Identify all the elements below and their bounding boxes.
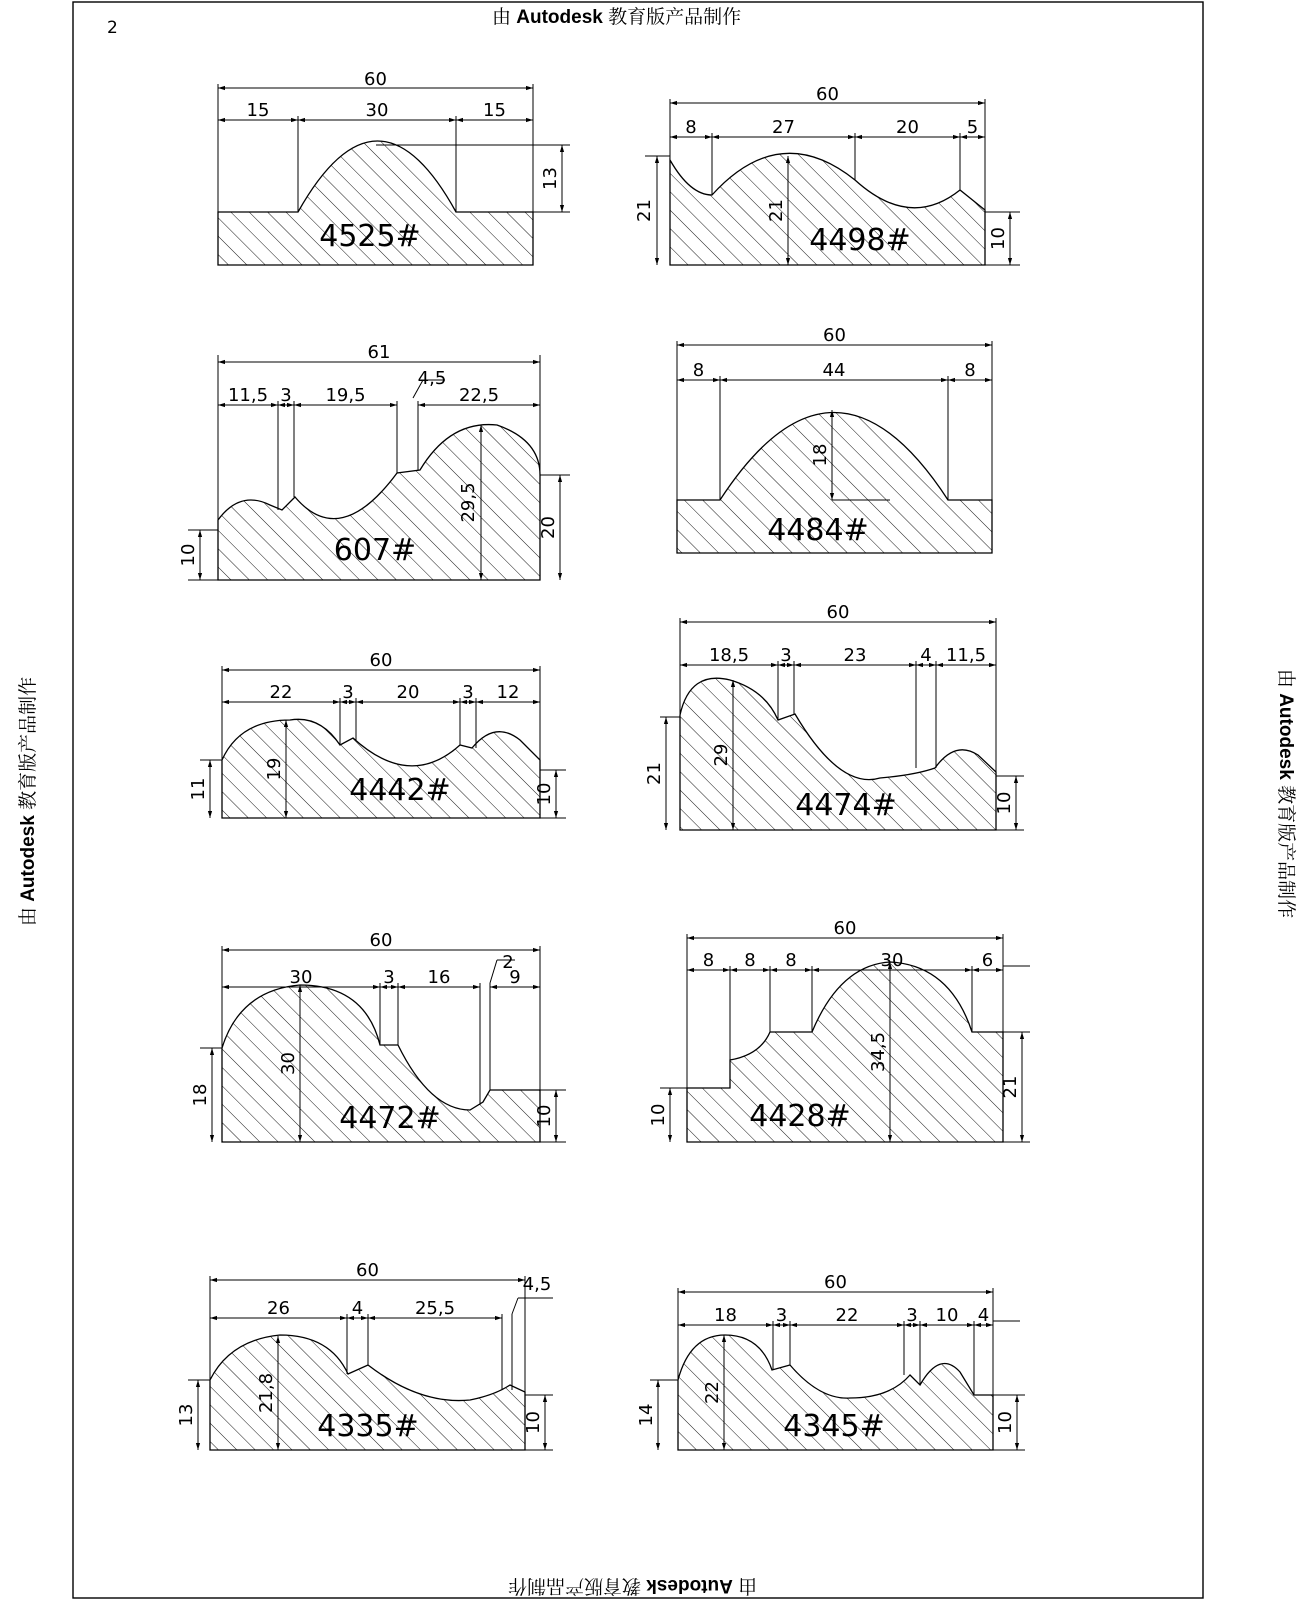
dimension-value: 27: [772, 117, 795, 138]
dimension-value: 23: [843, 645, 867, 666]
profile-label: 4472#: [339, 1101, 441, 1136]
dimension-value: 3: [462, 682, 474, 703]
dimension-value: 22: [835, 1305, 859, 1326]
dimension-value: 30: [289, 967, 313, 988]
dimension-value: 4: [977, 1305, 990, 1326]
dimension-value: 19,5: [325, 385, 366, 406]
dimension-value: 21: [1000, 1075, 1021, 1099]
dimension-value: 13: [176, 1403, 197, 1427]
dimension-value: 30: [278, 1052, 299, 1075]
watermark-right: 由 Autodesk 教育版产品制作: [1275, 668, 1297, 919]
dimension-value: 29,5: [458, 482, 479, 523]
dimension-value: 4: [920, 645, 932, 666]
dimension-value: 3: [780, 645, 792, 666]
profile-4525: [218, 69, 570, 265]
dimension-value: 21: [644, 762, 665, 785]
watermark-left: 由 Autodesk 教育版产品制作: [18, 676, 40, 927]
dimension-value: 21: [634, 199, 655, 222]
dimension-value: 15: [483, 100, 506, 121]
profile-4472: [190, 930, 566, 1142]
dimension-value: 12: [496, 682, 520, 703]
profile-4428: [648, 918, 1030, 1142]
dimension-value: 60: [364, 69, 387, 90]
profile-label: 4525#: [319, 219, 421, 254]
dimension-value: 30: [880, 950, 904, 971]
dimension-value: 60: [823, 325, 846, 346]
dimension-value: 10: [994, 791, 1015, 815]
dimension-value: 34,5: [868, 1031, 889, 1073]
dimension-value: 16: [427, 967, 451, 988]
leader-line: [490, 960, 497, 983]
dimension-value: 25,5: [414, 1298, 456, 1319]
dimension-value: 30: [365, 100, 389, 121]
dimension-value: 6: [981, 950, 994, 971]
dimension-value: 21,8: [256, 1372, 277, 1414]
profile-4442: [188, 650, 566, 818]
dimension-value: 10: [534, 1104, 555, 1128]
dimension-value: 10: [995, 1411, 1016, 1434]
dimension-value: 5: [966, 117, 979, 138]
dimension-value: 60: [826, 602, 850, 623]
dimension-value: 11: [188, 777, 209, 801]
dimension-value: 18: [190, 1083, 211, 1107]
dimension-value: 11,5: [227, 385, 269, 406]
dimension-value: 11,5: [945, 645, 987, 666]
profile-4484: [677, 325, 992, 553]
dimension-value: 8: [685, 117, 697, 138]
dimension-value: 4,5: [522, 1274, 552, 1295]
profile-label: 4498#: [809, 223, 911, 258]
profile-label: 4428#: [749, 1099, 851, 1134]
dimension-value: 8: [744, 950, 756, 971]
profile-4335: [176, 1260, 553, 1450]
profile-4474: [644, 602, 1024, 830]
dimension-value: 13: [540, 167, 561, 190]
dimension-value: 60: [369, 650, 393, 671]
dimension-value: 3: [280, 385, 292, 406]
dimension-value: 60: [833, 918, 857, 939]
dimension-value: 18: [714, 1305, 737, 1326]
profile-label: 4345#: [783, 1409, 885, 1444]
dimension-value: 19: [264, 757, 285, 781]
dimension-value: 2: [502, 952, 514, 973]
dimension-value: 44: [822, 360, 846, 381]
dimension-value: 15: [246, 100, 270, 121]
dimension-value: 20: [396, 682, 420, 703]
dimension-value: 29: [711, 743, 732, 767]
dimension-value: 10: [988, 227, 1009, 250]
dimension-value: 61: [367, 342, 391, 363]
dimension-value: 18: [810, 443, 831, 467]
dimension-value: 4,5: [417, 368, 447, 389]
dimension-value: 22: [269, 682, 293, 703]
dimension-value: 18,5: [708, 645, 750, 666]
dimension-value: 8: [702, 950, 715, 971]
dimension-value: 60: [369, 930, 393, 951]
dimension-value: 60: [356, 1260, 379, 1281]
watermark-top: 由 Autodesk 教育版产品制作: [492, 7, 742, 28]
dimension-value: 14: [636, 1403, 657, 1427]
dimension-value: 22: [702, 1381, 723, 1404]
dimension-value: 4: [351, 1298, 364, 1319]
dimension-value: 10: [523, 1411, 544, 1434]
profile-4345: [636, 1272, 1025, 1450]
dimension-value: 26: [267, 1298, 290, 1319]
dimension-value: 8: [785, 950, 797, 971]
profile-607: [178, 342, 570, 580]
dimension-value: 3: [775, 1305, 788, 1326]
dimension-value: 60: [824, 1272, 847, 1293]
profile-label: 4335#: [317, 1409, 419, 1444]
dimension-value: 22,5: [458, 385, 500, 406]
profiles-layer: [176, 69, 1030, 1450]
dimension-value: 10: [935, 1305, 959, 1326]
dimension-value: 9: [509, 967, 521, 988]
dimension-value: 8: [964, 360, 976, 381]
dimension-value: 3: [342, 682, 354, 703]
profile-4498: [634, 84, 1020, 265]
dimension-value: 20: [896, 117, 919, 138]
profile-label: 4484#: [767, 513, 869, 548]
dimension-value: 3: [383, 967, 395, 988]
dimension-value: 10: [178, 543, 199, 567]
dimension-value: 10: [534, 782, 555, 806]
dimension-value: 20: [538, 516, 559, 539]
dimension-value: 60: [816, 84, 839, 105]
profile-label: 4442#: [349, 773, 451, 808]
dimension-value: 21: [766, 199, 787, 222]
page-number: 2: [107, 18, 118, 38]
dimension-value: 8: [692, 360, 705, 381]
profile-label: 607#: [333, 533, 417, 568]
leader-line: [512, 1298, 518, 1314]
watermark-bottom: 由 Autodesk 教育版产品制作: [508, 1575, 758, 1596]
dimension-value: 3: [906, 1305, 918, 1326]
profile-label: 4474#: [795, 788, 897, 823]
dimension-value: 10: [648, 1103, 669, 1127]
